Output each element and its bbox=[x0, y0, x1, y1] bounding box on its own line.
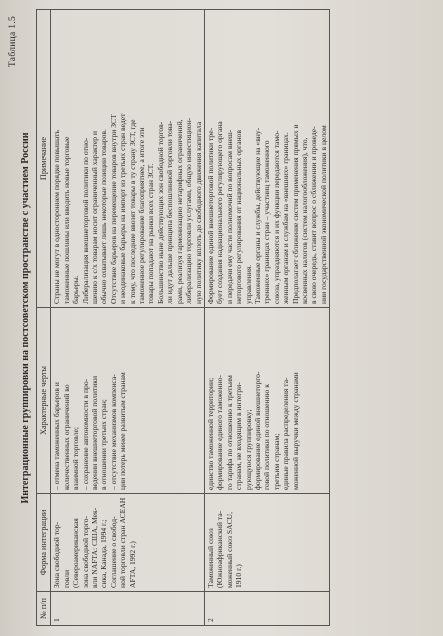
header-note: Примечание bbox=[37, 10, 51, 308]
header-number: № п/п bbox=[37, 592, 51, 626]
text-line: рами, реализуя гармонизацию нетарифных ограничений, bbox=[174, 119, 184, 304]
table-header-row bbox=[37, 10, 51, 626]
text-line: Зона свободной тор- bbox=[52, 521, 62, 588]
text-line: (Североамериканская bbox=[71, 518, 81, 588]
table-number: Таблица 1.5 bbox=[8, 16, 18, 68]
text-line: Большинство ныне действующих зон свободной торгов- bbox=[155, 121, 165, 304]
text-line: и неодинаковые барьеры на импорт из третьих стран ведет bbox=[118, 113, 128, 304]
text-line: ли идут дальше принципа беспошлинной торговли това- bbox=[165, 120, 175, 304]
text-line: третьим странам; bbox=[271, 433, 281, 490]
text-line: бует создания наднационального регулирующего органа bbox=[215, 121, 225, 304]
text-line: – отмена таможенных барьеров и bbox=[52, 382, 62, 490]
header-features: Характерные черты bbox=[37, 308, 51, 494]
table-title: Интеграционные группировки на постсоветском пространстве с участием России bbox=[20, 132, 31, 504]
cell-features bbox=[204, 308, 329, 494]
text-line: в отношении третьих стран; bbox=[99, 399, 109, 490]
table-row bbox=[51, 10, 205, 626]
text-line: ции потерь менее развитым странам bbox=[118, 372, 128, 490]
cell-form bbox=[204, 494, 329, 592]
rotated-table-block bbox=[6, 10, 434, 626]
text-line: женным органам и службам на «внешних» границах. bbox=[281, 132, 291, 304]
text-line: шению к с/х товарам носит ограниченный характер и bbox=[90, 131, 100, 304]
cell-number: 1 bbox=[51, 592, 205, 626]
table-row bbox=[204, 10, 329, 626]
text-line: тренних» границах стран – участниц таможенного bbox=[262, 140, 272, 304]
text-line: – сохранение автономности в про- bbox=[80, 378, 90, 490]
text-line: неторгового регулирования от национальных органов bbox=[234, 130, 244, 304]
text-line: Таможенные органы и службы, действующие на «вну- bbox=[252, 127, 262, 304]
text-line: формирование единой внешнеторго- bbox=[252, 371, 262, 490]
text-line: в свою очередь, ставит вопрос о сближении и проведе- bbox=[309, 126, 319, 304]
text-line: таможенное регулирование благоприятнее, а итоге эти bbox=[137, 127, 147, 304]
text-line: косвенных налогов (систем налогообложения), что, bbox=[299, 137, 309, 304]
text-line: Соглашение о свобод- bbox=[108, 516, 118, 588]
text-line: сика, Канада, 1994 г.; bbox=[99, 519, 109, 588]
text-line: рующуюся группировку; bbox=[243, 409, 253, 490]
integration-table bbox=[36, 9, 330, 626]
text-line: зона свободной торго- bbox=[80, 516, 90, 588]
text-line: таможенные пошлины или вводить новые торговые bbox=[61, 136, 71, 304]
text-line: (Южноафриканский та- bbox=[215, 510, 225, 588]
text-line: моженный союз SACU, bbox=[224, 511, 234, 588]
text-line: взаимной торговле; bbox=[71, 427, 81, 490]
text-line: Предполагает сближение систем применения прямых и bbox=[290, 124, 300, 304]
text-line: и передачи ему части полномочий по вопросам внеш- bbox=[224, 129, 234, 304]
text-line: AFTA, 1992 г.) bbox=[127, 541, 137, 588]
cell-note bbox=[51, 10, 205, 308]
text-line: Отсутствие барьеров на перемещение товаров внутри ЗСТ bbox=[108, 114, 118, 304]
text-line: го тарифа по отношению к третьим bbox=[224, 375, 234, 490]
text-line: 1910 г.) bbox=[234, 564, 244, 588]
text-line: управления. bbox=[243, 264, 253, 304]
text-line: формирование единого таможенно- bbox=[215, 375, 225, 490]
text-line: Формирование единой внешнеторговой политики тре- bbox=[205, 127, 215, 304]
header-form: Форма интеграции bbox=[37, 494, 51, 592]
text-line: нии государственной экономической политики в целом bbox=[318, 125, 328, 304]
text-line: товары попадают на рынки всех стран ЗСТ. bbox=[146, 163, 156, 304]
text-line: – отсутствие механизмов компенса- bbox=[108, 374, 118, 490]
text-line: единство таможенной территории; bbox=[205, 377, 215, 490]
text-line: Страны не могут в одностороннем порядке повышать bbox=[52, 130, 62, 304]
text-line: ную политику вплоть до свободного движения капитала bbox=[193, 121, 203, 304]
text-line: барьеры. bbox=[71, 275, 81, 304]
cell-form bbox=[51, 494, 205, 592]
text-line: либерализацию торговли услугами, общую инвестицион- bbox=[184, 117, 194, 304]
text-line: ведении внешнеторговой политики bbox=[90, 375, 100, 490]
text-line: говли bbox=[61, 569, 71, 588]
text-line: говой политики по отношению к bbox=[262, 384, 272, 490]
text-line: моженной выручки между странами bbox=[290, 372, 300, 490]
text-line: Таможенный союз bbox=[205, 528, 215, 588]
text-line: количественных ограничений во bbox=[61, 384, 71, 490]
text-line: к тому, что последние ввозят товары в ту страну ЗСТ, где bbox=[127, 119, 137, 304]
text-line: союза, упраздняются и их функции передаются тамо- bbox=[271, 130, 281, 304]
table-body bbox=[51, 10, 330, 626]
text-line: Либерализация внешнеторговой политики по отно- bbox=[80, 137, 90, 304]
cell-features bbox=[51, 308, 205, 494]
cell-note bbox=[204, 10, 329, 308]
cell-number: 2 bbox=[204, 592, 329, 626]
text-line: обычно охватывает лишь некоторые позиции товаров. bbox=[99, 129, 109, 304]
text-line: единые правила распределения та- bbox=[281, 377, 291, 490]
text-line: ной торговли стран АСЕАН bbox=[118, 497, 128, 588]
text-line: странам, не входящим в интегри- bbox=[234, 382, 244, 490]
text-line: вли NAFTA: США, Мек- bbox=[90, 507, 100, 588]
